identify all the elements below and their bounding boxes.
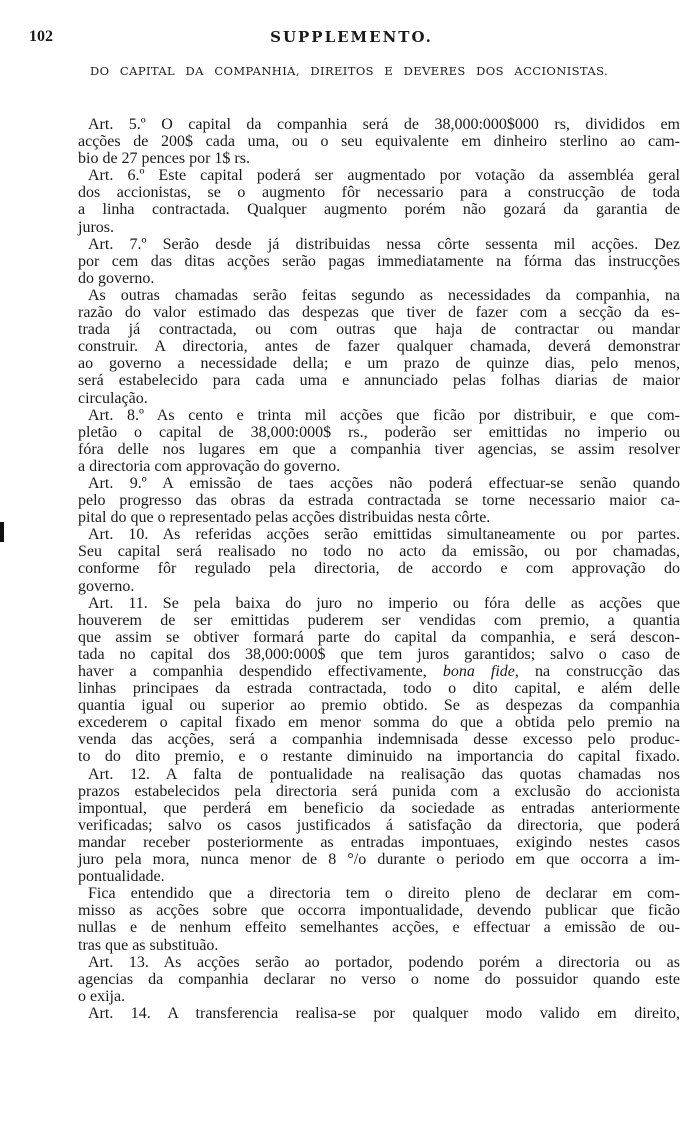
text-line — [78, 697, 680, 714]
text-line-content: Art. 5.º O capital da companhia será de 38,000:000$000 rs, divididos em — [88, 116, 680, 133]
text-line-content: Art. 8.º As cento e trinta mil acções que ficão por distribuir, e que com- — [88, 406, 680, 424]
text-line-content: impontual, que perderá em beneficio da sociedade as entradas anteriormente — [78, 799, 680, 817]
body-text — [78, 116, 680, 1022]
text-line-content: circulação. — [78, 389, 148, 407]
text-line-continuation: , na construcção das — [514, 663, 680, 680]
text-line — [78, 800, 680, 817]
text-line-content: misso as acções sobre que occorra impontualidade, devendo publicar que ficão — [78, 902, 680, 920]
text-line-content: excederem o capital fixado em menor somma do que a obtida pelo premio na — [78, 714, 680, 732]
text-line — [78, 475, 680, 492]
text-line — [78, 543, 680, 560]
text-line — [78, 646, 680, 663]
text-line — [78, 167, 680, 184]
text-line — [78, 1005, 680, 1022]
italic-phrase: bona fide — [442, 663, 515, 680]
text-line — [78, 321, 680, 338]
text-line — [78, 731, 680, 748]
text-line-content: será estabelecido para cada uma e annunciado pelas folhas diarias de maior — [78, 372, 680, 390]
text-line-content: nullas e de nenhum effeito semelhantes acções, e effectuar a emissão de ou- — [78, 919, 680, 937]
text-line-content: tras que as substituão. — [78, 936, 219, 954]
text-line-content: quantia igual ou superior ao premio obtido. Se as despezas da companhia — [78, 697, 680, 715]
text-line-content: Seu capital será realisado no todo no acto da emissão, ou por chamadas, — [78, 543, 680, 561]
text-line-content: juros. — [78, 218, 114, 236]
text-line — [78, 526, 680, 543]
text-line — [78, 492, 680, 509]
text-line-content: o exija. — [78, 987, 126, 1005]
text-line — [78, 236, 680, 253]
text-line-content: acções de 200$ cada uma, ou o seu equivalente em dinheiro sterlino ao cam- — [78, 133, 680, 151]
text-line — [78, 338, 680, 355]
text-line — [78, 937, 680, 954]
text-line — [78, 458, 680, 475]
text-line — [78, 612, 680, 629]
text-line — [78, 595, 680, 612]
text-line-content: Art. 13. As acções serão ao portador, podendo porém a directoria ou as — [88, 953, 680, 971]
text-line — [78, 355, 680, 372]
text-line — [78, 441, 680, 458]
text-line — [78, 424, 680, 441]
text-line-content: governo. — [78, 577, 135, 595]
text-line-content: Art. 10. As referidas acções serão emittidas simultaneamente ou por partes. — [88, 526, 680, 544]
text-line — [78, 287, 680, 304]
text-line-content: razão do valor estimado das despezas que tiver de fazer com a secção da es- — [78, 304, 680, 322]
text-line-content: Art. 12. A falta de pontualidade na realisação das quotas chamadas nos — [88, 765, 680, 783]
text-line — [78, 133, 680, 150]
text-line-content: Art. 11. Se pela baixa do juro no imperio ou fóra delle as acções que — [88, 594, 680, 612]
text-line — [78, 817, 680, 834]
text-line-content: do governo. — [78, 269, 155, 287]
text-line — [78, 783, 680, 800]
text-line-content: venda das acções, será a companhia indemnisada desse excesso pelo produc- — [78, 731, 680, 749]
text-line-content: Art. 7.º Serão desde já distribuidas nessa côrte sessenta mil acções. Dez — [88, 235, 680, 253]
text-line — [78, 766, 680, 783]
text-line — [78, 988, 680, 1005]
text-line-content: agencias da companhia declarar no verso o nome do possuidor quando este — [78, 970, 680, 988]
text-line-content: haver a companhia despendido effectivamente, — [78, 663, 443, 680]
text-line — [78, 919, 680, 936]
text-line — [78, 851, 680, 868]
text-line-content: pelo progresso das obras da estrada contractada se torne necessario maior ca- — [78, 492, 680, 510]
text-line — [78, 663, 680, 680]
text-line — [78, 868, 680, 885]
text-line — [78, 680, 680, 697]
text-line-content: to do dito premio, e o restante diminuido na importancia do capital fixado. — [78, 748, 680, 766]
text-line-content: pital do que o representado pelas acções distribuidas nesta côrte. — [78, 509, 491, 527]
text-line-content: ao governo a necessidade della; e um prazo de quinze dias, pelo menos, — [78, 355, 680, 373]
text-line — [78, 150, 680, 167]
text-line — [78, 270, 680, 287]
text-line — [78, 304, 680, 321]
text-line-content: houverem de ser emittidas puderem ser vendidas com premio, a quantia — [78, 611, 680, 629]
text-line — [78, 954, 680, 971]
text-line-content: fóra delle nos lugares em que a companhia tiver agencias, se assim resolver — [78, 440, 680, 458]
text-line — [78, 201, 680, 218]
text-line-content: mandar receber posteriormente as entradas impontuaes, exigindo nestes casos — [78, 833, 680, 851]
text-line-content: por cem das ditas acções serão pagas immediatamente na fórma das instrucções — [78, 252, 680, 270]
text-line-content: Art. 9.º A emissão de taes acções não poderá effectuar-se senão quando — [88, 474, 680, 492]
text-line-content: pletão o capital de 38,000:000$ rs., poderão ser emittidas no imperio ou — [78, 423, 680, 441]
text-line-content: que assim se obtiver formará parte do capital da companhia, e será descon- — [78, 628, 680, 646]
text-line-content: Fica entendido que a directoria tem o direito pleno de declarar em com- — [88, 885, 680, 903]
text-line-content: bio de 27 pences por 1$ rs. — [78, 150, 250, 168]
text-line — [78, 885, 680, 902]
text-line-content: verificadas; salvo os casos justificados á satisfação da directoria, que poderá — [78, 816, 680, 834]
text-line-content: As outras chamadas serão feitas segundo as necessidades da companhia, na — [88, 286, 680, 304]
text-line-content: a linha contractada. Qualquer augmento porém não gozará da garantia de — [78, 201, 680, 219]
page-number: 102 — [29, 28, 53, 45]
text-line — [78, 714, 680, 731]
text-line — [78, 902, 680, 919]
text-line-content: Art. 6.º Este capital poderá ser augmentado por votação da assembléa geral — [88, 167, 680, 185]
text-line — [78, 253, 680, 270]
text-line-content: linhas principaes da estrada contractada, todo o dito capital, e além delle — [78, 680, 680, 698]
text-line — [78, 390, 680, 407]
text-line — [78, 560, 680, 577]
text-line — [78, 971, 680, 988]
text-line — [78, 748, 680, 765]
text-line-content: juro pela mora, nunca menor de 8 °/o durante o periodo em que occorra a im- — [78, 851, 680, 869]
text-line — [78, 834, 680, 851]
text-line — [78, 219, 680, 236]
text-line — [78, 184, 680, 201]
text-line-content: Art. 14. A transferencia realisa-se por qualquer modo valido em direito, — [88, 1004, 680, 1022]
running-title: SUPPLEMENTO. — [270, 28, 433, 46]
text-line — [78, 629, 680, 646]
text-line-content: a directoria com approvação do governo. — [78, 457, 341, 475]
text-line-content: dos accionistas, se o augmento fôr necessario para a construcção de toda — [78, 184, 680, 202]
text-line-content: tada no capital dos 38,000:000$ que tem juros garantidos; salvo o caso de — [78, 645, 680, 663]
scan-edge-mark — [0, 522, 4, 542]
text-line — [78, 407, 680, 424]
text-line — [78, 509, 680, 526]
text-line-content: construir. A directoria, antes de fazer qualquer chamada, deverá demonstrar — [78, 338, 680, 356]
text-line-content: trada já contractada, ou com outras que haja de contractar ou mandar — [78, 321, 680, 339]
section-title: DO CAPITAL DA COMPANHIA, DIREITOS E DEVERES DOS ACCIONISTAS. — [90, 64, 608, 78]
text-line-content: pontualidade. — [78, 868, 165, 886]
text-line-content: conforme fôr regulado pela directoria, de accordo e com approvação do — [78, 560, 680, 578]
text-line — [78, 578, 680, 595]
text-line — [78, 116, 680, 133]
text-line-content: prazos estabelecidos pela directoria será punida com a exclusão do accionista — [78, 782, 680, 800]
text-line — [78, 372, 680, 389]
